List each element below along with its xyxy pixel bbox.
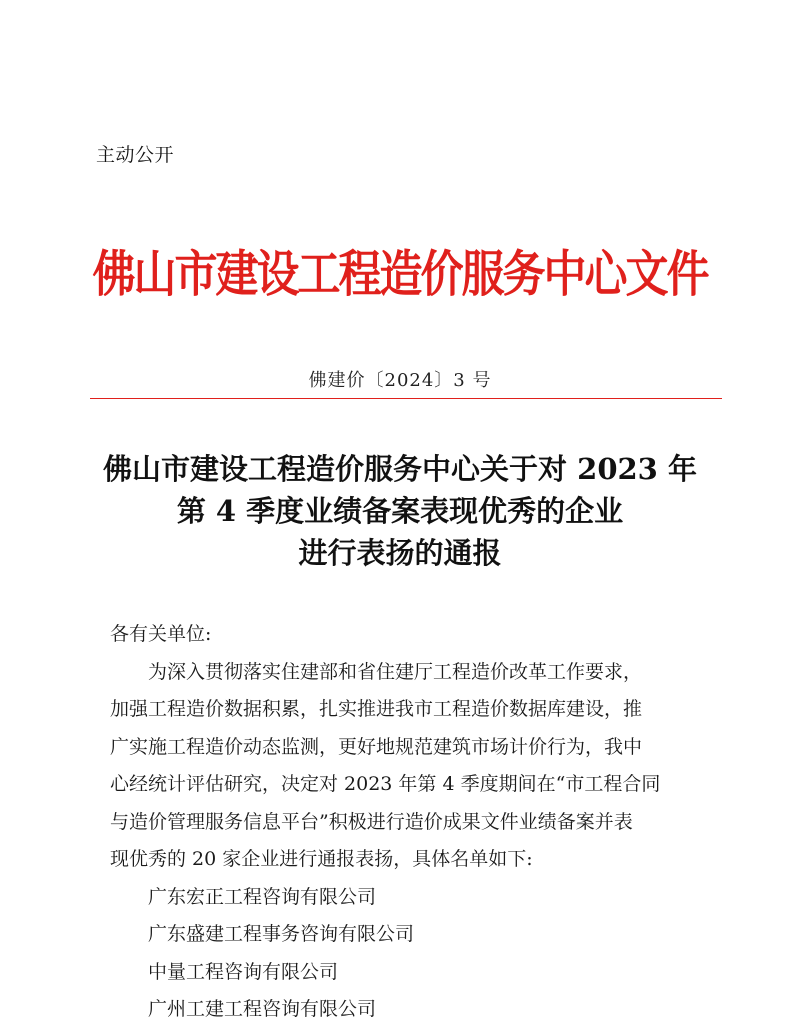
paragraph-line: 广实施工程造价动态监测，更好地规范建筑市场计价行为，我中 [110, 735, 643, 758]
document-number: 佛建价〔2024〕3 号 [308, 370, 492, 391]
document-body [110, 616, 710, 1029]
paragraph-line: 与造价管理服务信息平台”积极进行造价成果文件业绩备案并表 [110, 810, 633, 833]
document-title [60, 448, 740, 574]
title-line-3: 进行表扬的通报 [298, 536, 502, 570]
main-paragraph [110, 654, 710, 879]
paragraph-line: 加强工程造价数据积累，扎实推进我市工程造价数据库建设，推 [110, 698, 643, 720]
salutation: 各有关单位: [110, 623, 212, 645]
red-divider-line [90, 398, 722, 399]
disclosure-label: 主动公开 [96, 144, 175, 166]
company-item: 广东盛建工程事务咨询有限公司 [148, 923, 415, 945]
company-item: 广东宏正工程咨询有限公司 [148, 885, 377, 908]
title-line-1: 佛山市建设工程造价服务中心关于对 2023 年 [103, 452, 697, 486]
company-list [110, 879, 710, 1029]
paragraph-line: 为深入贯彻落实住建部和省住建厅工程造价改革工作要求， [148, 660, 643, 683]
masthead-title: 佛山市建设工程造价服务中心文件 [92, 246, 708, 304]
company-item: 中量工程咨询有限公司 [148, 960, 339, 983]
company-item: 广州工建工程咨询有限公司 [148, 998, 377, 1020]
title-line-2: 第 4 季度业绩备案表现优秀的企业 [176, 494, 624, 528]
paragraph-line: 心经统计评估研究，决定对 2023 年第 4 季度期间在“市工程合同 [110, 773, 661, 795]
paragraph-line: 现优秀的 20 家企业进行通报表扬，具体名单如下: [110, 848, 533, 870]
